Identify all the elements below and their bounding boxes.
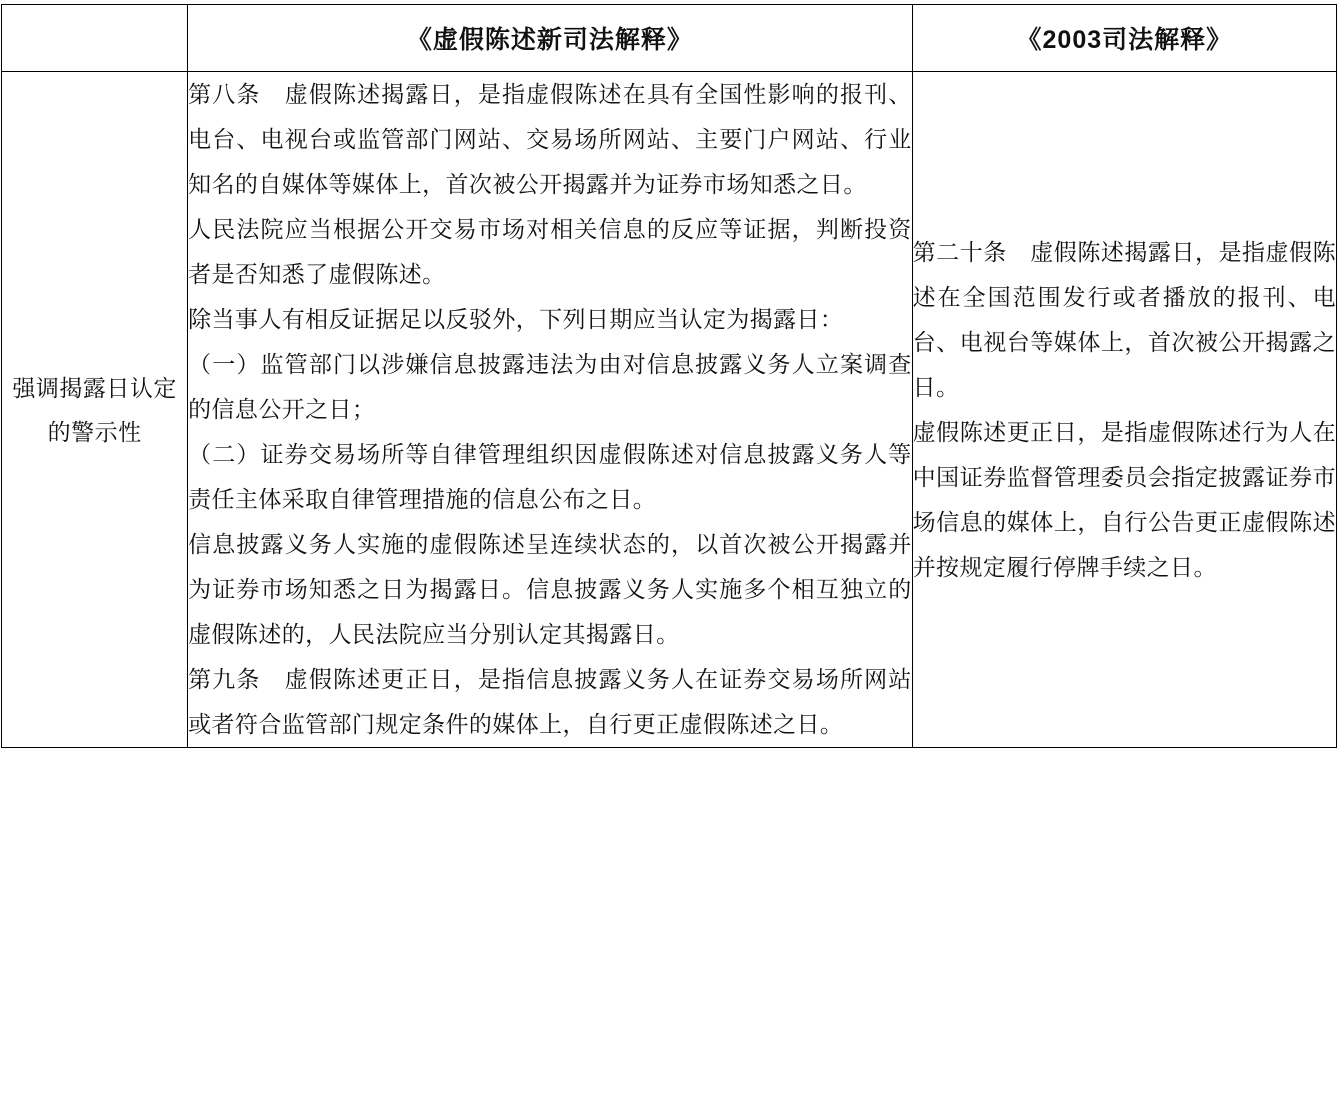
old-interpretation-cell — [912, 72, 1336, 748]
row-label-cell: 强调揭露日认定的警示性 — [2, 72, 188, 748]
new-paragraph-6: 信息披露义务人实施的虚假陈述呈连续状态的，以首次被公开揭露并为证券市场知悉之日为揭露日。信息披露义务人实施多个相互独立的虚假陈述的，人民法院应当分别认定其揭露日。 — [188, 531, 912, 647]
document-page — [0, 4, 1338, 1094]
old-paragraph-1: 第二十条 虚假陈述揭露日，是指虚假陈述在全国范围发行或者播放的报刊、电台、电视台等媒体上，首次被公开揭露之日。 — [912, 238, 1336, 400]
new-paragraph-1: 第八条 虚假陈述揭露日，是指虚假陈述在具有全国性影响的报刊、电台、电视台或监管部门网站、交易场所网站、主要门户网站、行业知名的自媒体等媒体上，首次被公开揭露并为证券市场知悉之日。 — [188, 81, 912, 197]
table-row — [2, 72, 1337, 748]
new-interpretation-cell — [188, 72, 913, 748]
comparison-table — [1, 4, 1337, 748]
table-header-row — [2, 5, 1337, 72]
header-new-interpretation: 《虚假陈述新司法解释》 — [188, 5, 913, 72]
new-paragraph-7: 第九条 虚假陈述更正日，是指信息披露义务人在证券交易场所网站或者符合监管部门规定条件的媒体上，自行更正虚假陈述之日。 — [188, 666, 912, 737]
new-paragraph-3: 除当事人有相反证据足以反驳外，下列日期应当认定为揭露日： — [188, 306, 844, 332]
header-blank-cell — [2, 5, 188, 72]
table-header — [2, 5, 1337, 72]
header-old-interpretation: 《2003司法解释》 — [912, 5, 1336, 72]
new-paragraph-5: （二）证券交易场所等自律管理组织因虚假陈述对信息披露义务人等责任主体采取自律管理措施的信息公布之日。 — [188, 441, 912, 512]
new-paragraph-2: 人民法院应当根据公开交易市场对相关信息的反应等证据，判断投资者是否知悉了虚假陈述。 — [188, 216, 912, 287]
new-paragraph-4: （一）监管部门以涉嫌信息披露违法为由对信息披露义务人立案调查的信息公开之日； — [188, 351, 912, 422]
table-body — [2, 72, 1337, 748]
old-paragraph-2: 虚假陈述更正日，是指虚假陈述行为人在中国证券监督管理委员会指定披露证券市场信息的媒体上，自行公告更正虚假陈述并按规定履行停牌手续之日。 — [912, 418, 1336, 580]
